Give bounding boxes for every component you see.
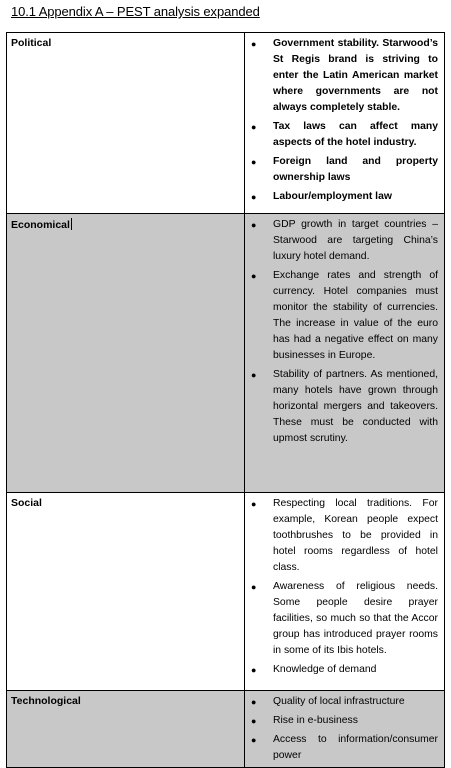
bullet-icon: ●: [251, 665, 257, 675]
bullet-text: Rise in e-business: [273, 715, 358, 726]
text-cursor: [71, 218, 72, 230]
pest-row-economical: [7, 214, 445, 493]
points-cell: [245, 33, 445, 214]
points-cell: [245, 493, 445, 691]
bullet-text: Access to information/consumer power: [273, 734, 438, 761]
bullet-icon: ●: [251, 122, 257, 132]
bullet-icon: ●: [251, 192, 257, 202]
bullet-text: Labour/employment law: [273, 191, 392, 202]
bullet-icon: ●: [251, 271, 257, 281]
category-label: Political: [11, 37, 52, 49]
category-label: Social: [11, 497, 42, 509]
bullet-icon: ●: [251, 499, 257, 509]
bullet-text: Quality of local infrastructure: [273, 696, 405, 707]
bullet-item: [245, 217, 438, 265]
bullet-icon: ●: [251, 697, 257, 707]
bullet-icon: ●: [251, 716, 257, 726]
bullet-item: [245, 496, 438, 576]
category-cell: [7, 493, 245, 691]
bullet-item: [245, 36, 438, 116]
bullet-icon: ●: [251, 370, 257, 380]
bullet-text: Tax laws can affect many aspects of the hotel industry.: [273, 121, 438, 148]
bullet-icon: ●: [251, 39, 257, 49]
bullet-icon: ●: [251, 220, 257, 230]
bullet-text: Awareness of religious needs. Some people desire prayer facilities, so much so that the Accor group has introduced prayer rooms in some of its Ibis hotels.: [273, 581, 438, 656]
bullet-icon: ●: [251, 157, 257, 167]
category-cell: [7, 691, 245, 768]
bullet-text: GDP growth in target countries – Starwood are targeting China’s luxury hotel demand.: [273, 219, 438, 262]
bullet-icon: ●: [251, 735, 257, 745]
category-cell: [7, 33, 245, 214]
pest-row-social: [7, 493, 445, 691]
category-label: Technological: [11, 695, 81, 707]
pest-table: [6, 32, 445, 768]
bullet-item: [245, 662, 438, 678]
bullet-text: Knowledge of demand: [273, 664, 377, 675]
bullet-icon: ●: [251, 582, 257, 592]
bullet-item: [245, 268, 438, 364]
category-label: Economical: [11, 219, 70, 231]
bullet-item: [245, 713, 438, 729]
appendix-heading: 10.1 Appendix A – PEST analysis expanded: [11, 4, 260, 19]
bullet-text: Stability of partners. As mentioned, many hotels have grown through horizontal mergers and takeovers. These must be conducted with upmost scrutiny.: [273, 369, 438, 444]
bullet-item: [245, 732, 438, 764]
bullet-text: Exchange rates and strength of currency. Hotel companies must monitor the stability of currencies. The increase in value of the euro has had a negative effect on many businesses in Europe.: [273, 270, 438, 361]
bullet-text: Respecting local traditions. For example, Korean people expect toothbrushes to be provided in hotel rooms regardless of hotel class.: [273, 498, 438, 573]
category-cell: [7, 214, 245, 493]
bullet-item: [245, 367, 438, 447]
bullet-item: [245, 119, 438, 151]
bullet-item: [245, 189, 438, 205]
pest-row-technological: [7, 691, 445, 768]
bullet-item: [245, 154, 438, 186]
bullet-item: [245, 694, 438, 710]
pest-row-political: [7, 33, 445, 214]
points-cell: [245, 691, 445, 768]
bullet-text: Foreign land and property ownership laws: [273, 156, 438, 183]
bullet-item: [245, 579, 438, 659]
bullet-text: Government stability. Starwood’s St Regis brand is striving to enter the Latin American market where governments are not always completely stable.: [273, 38, 438, 113]
points-cell: [245, 214, 445, 493]
